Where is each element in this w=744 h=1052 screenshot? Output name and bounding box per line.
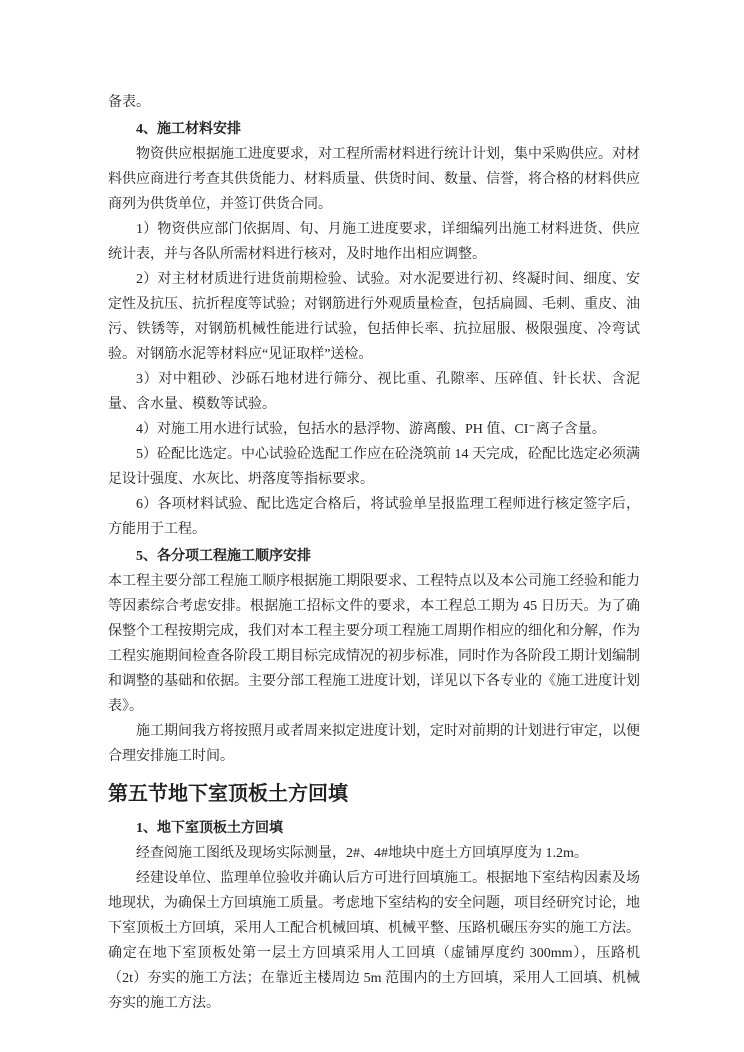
paragraph-table-note: 备表。 (108, 95, 150, 110)
paragraph-item-4-water-tests: 4）对施工用水进行试验，包括水的悬浮物、游离酸、PH 值、CI⁻离子含量。 (136, 422, 606, 437)
paragraph-backfill-method: 经建设单位、监理单位验收并确认后方可进行回填施工。根据地下室结构因素及场地现状，为确保土方回填施工质量。考虑地下室结构的安全问题，项目经研究讨论，地下室顶板土方回填，采用人工配合机械回填、机械平整、压路机碾压夯实的施工方法。确定在地下室顶板处第一层土方回填采用人工回填（虚铺厚度约 300mm），压路机（2t）夯实的施工方法；在靠近主楼周边 5m 范围内的土方回填，采用人工回填、机械夯实的施工方法。 (108, 871, 640, 1011)
paragraph-material-supply: 物资供应根据施工进度要求，对工程所需材料进行统计计划，集中采购供应。对材料供应商进行考查其供货能力、材料质量、供货时间、数量、信誉，将合格的材料供应商列为供货单位，并签订供货合同。 (108, 147, 640, 212)
paragraph-backfill-thickness: 经查阅施工图纸及现场实际测量，2#、4#地块中庭土方回填厚度为 1.2m。 (136, 846, 588, 861)
paragraph-sequence-planning: 本工程主要分部工程施工顺序根据施工期限要求、工程特点以及本公司施工经验和能力等因素综合考虑安排。根据施工招标文件的要求，本工程总工期为 45 日历天。为了确保整个工程按期完成，我们对本工程主要分项工程施工周期作相应的细化和分解，作为工程实施期间检查各阶段工期目标完成情况的初步标准，同时作为各阶段工期计划编制和调整的基础和依据。主要分部工程施工进度计划，详见以下各专业的《施工进度计划表》。 (108, 574, 640, 714)
paragraph-item-1-supply-department: 1）物资供应部门依据周、旬、月施工进度要求，详细编列出施工材料进货、供应统计表，并与各队所需材料进行核对，及时地作出相应调整。 (108, 222, 640, 262)
paragraph-item-2-material-inspection: 2）对主材材质进行进货前期检验、试验。对水泥要进行初、终凝时间、细度、安定性及抗压、抗折程度等试验；对钢筋进行外观质量检查，包括扁圆、毛刺、重皮、油污、铁锈等，对钢筋机械性能进行试验，包括伸长率、抗拉屈服、极限强度、冷弯试验。对钢筋水泥等材料应“见证取样”送检。 (108, 272, 640, 362)
paragraph-schedule-review: 施工期间我方将按照月或者周来拟定进度计划，定时对前期的计划进行审定，以便合理安排施工时间。 (108, 724, 640, 764)
paragraph-item-5-concrete-mix: 5）砼配比选定。中心试验砼选配工作应在砼浇筑前 14 天完成，砼配比选定必须满足设计强度、水灰比、坍落度等指标要求。 (108, 447, 640, 487)
heading-construction-material-arrangement: 4、施工材料安排 (136, 122, 241, 137)
paragraph-item-6-test-approval: 6）各项材料试验、配比选定合格后，将试验单呈报监理工程师进行核定签字后，方能用于工程。 (108, 497, 640, 537)
heading-construction-sequence-arrangement: 5、各分项工程施工顺序安排 (136, 549, 311, 564)
heading-basement-roof-backfill: 1、地下室顶板土方回填 (136, 821, 283, 836)
paragraph-item-3-sand-gravel-tests: 3）对中粗砂、沙砾石地材进行筛分、视比重、孔隙率、压碎值、针长状、含泥量、含水量、模数等试验。 (108, 372, 640, 412)
chapter-heading-basement-roof-backfill: 第五节地下室顶板土方回填 (108, 783, 348, 805)
